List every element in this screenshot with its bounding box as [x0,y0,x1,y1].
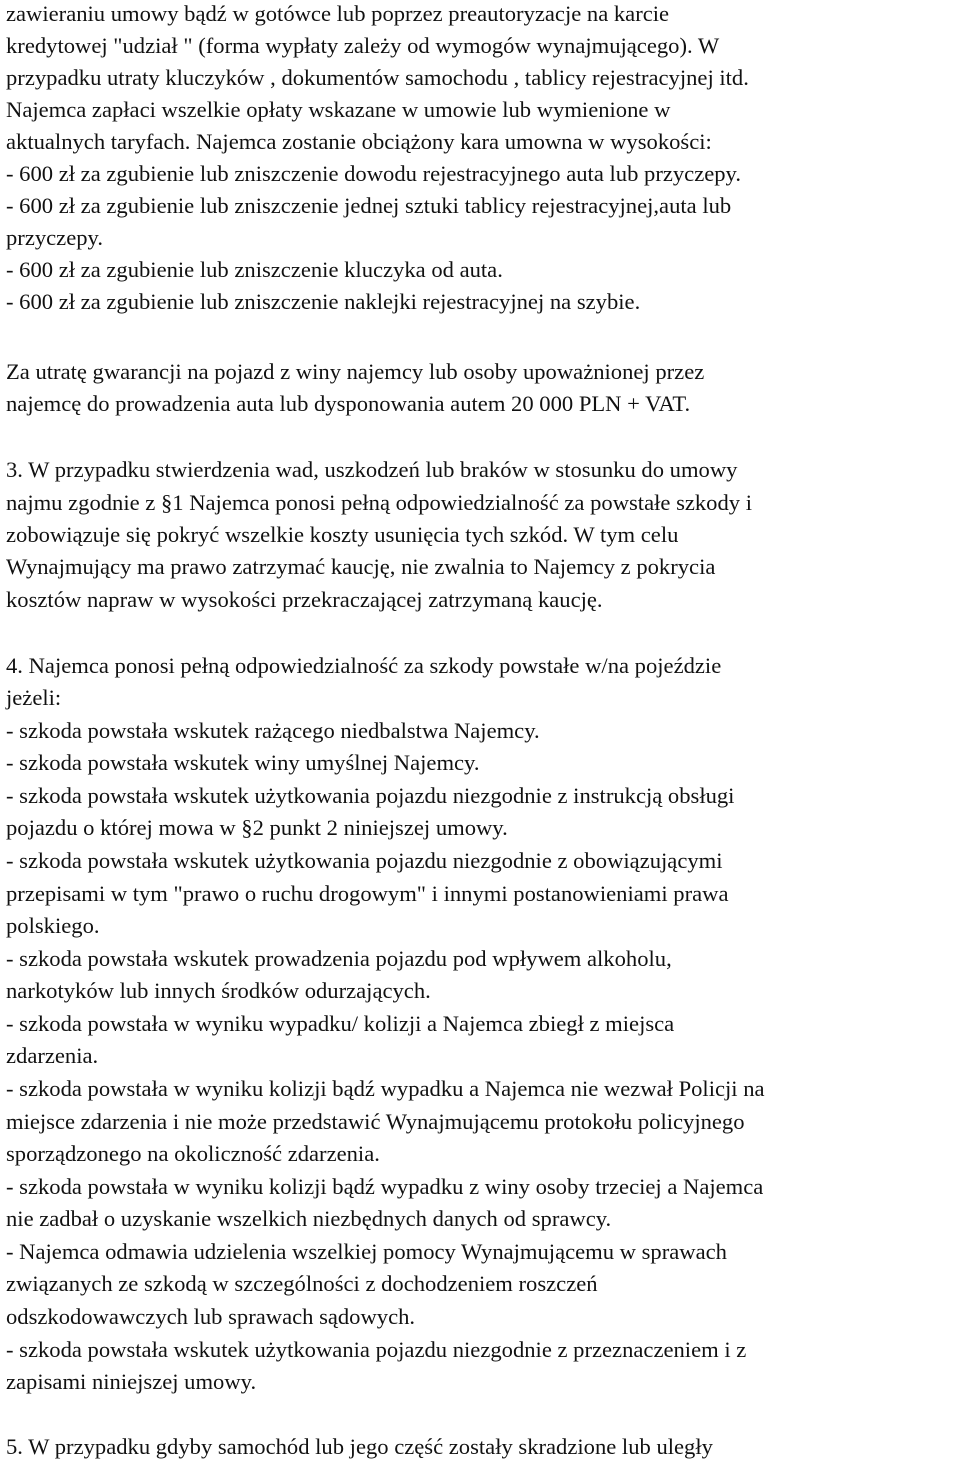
text-line: - szkoda powstała wskutek użytkowania pojazdu niezgodnie z przeznaczeniem i z [6,1337,747,1362]
text-line: Najemca zapłaci wszelkie opłaty wskazane w umowie lub wymienione w [6,97,671,122]
text-line: najemcę do prowadzenia auta lub dysponowania autem 20 000 PLN + VAT. [6,391,691,416]
text-line: Za utratę gwarancji na pojazd z winy najemcy lub osoby upoważnionej przez [6,359,705,384]
text-line: zapisami niniejszej umowy. [6,1369,257,1394]
text-line: zdarzenia. [6,1043,99,1068]
text-line: jeżeli: [6,685,62,710]
text-line: - szkoda powstała w wyniku kolizji bądź wypadku a Najemca nie wezwał Policji na [6,1076,765,1101]
text-line: - szkoda powstała wskutek użytkowania pojazdu niezgodnie z obowiązującymi [6,848,723,873]
text-line: - 600 zł za zgubienie lub zniszczenie naklejki rejestracyjnej na szybie. [6,289,641,314]
text-line: - szkoda powstała w wyniku kolizji bądź wypadku z winy osoby trzeciej a Najemca [6,1174,764,1199]
text-line: - 600 zł za zgubienie lub zniszczenie jednej sztuki tablicy rejestracyjnej,auta lub [6,193,732,218]
text-line: przyczepy. [6,225,104,250]
text-line: odszkodowawczych lub sprawach sądowych. [6,1304,416,1329]
text-line: przypadku utraty kluczyków , dokumentów samochodu , tablicy rejestracyjnej itd. [6,65,749,90]
text-line: 5. W przypadku gdyby samochód lub jego część zostały skradzione lub uległy [6,1434,713,1459]
text-line: 3. W przypadku stwierdzenia wad, uszkodzeń lub braków w stosunku do umowy [6,457,738,482]
text-line: - szkoda powstała wskutek winy umyślnej Najemcy. [6,750,480,775]
text-line: związanych ze szkodą w szczególności z dochodzeniem roszczeń [6,1271,598,1296]
text-line: - Najemca odmawia udzielenia wszelkiej pomocy Wynajmującemu w sprawach [6,1239,727,1264]
text-line: polskiego. [6,913,100,938]
text-line: nie zadbał o uzyskanie wszelkich niezbędnych danych od sprawcy. [6,1206,612,1231]
text-line: - szkoda powstała wskutek prowadzenia pojazdu pod wpływem alkoholu, [6,946,672,971]
text-line: - szkoda powstała wskutek rażącego niedbalstwa Najemcy. [6,718,540,743]
text-line: - 600 zł za zgubienie lub zniszczenie kluczyka od auta. [6,257,503,282]
text-line: Wynajmujący ma prawo zatrzymać kaucję, nie zwalnia to Najemcy z pokrycia [6,554,716,579]
text-line: zawieraniu umowy bądź w gotówce lub poprzez preautoryzacje na karcie [6,1,670,26]
text-line: najmu zgodnie z §1 Najemca ponosi pełną odpowiedzialność za powstałe szkody i [6,490,753,515]
text-line: sporządzonego na okoliczność zdarzenia. [6,1141,380,1166]
text-line: miejsce zdarzenia i nie może przedstawić Wynajmującemu protokołu policyjnego [6,1109,745,1134]
text-line: przepisami w tym "prawo o ruchu drogowym" i innymi postanowieniami prawa [6,881,729,906]
text-line: kredytowej "udział " (forma wypłaty zależy od wymogów wynajmującego). W [6,33,720,58]
text-line: zobowiązuje się pokryć wszelkie koszty usunięcia tych szkód. W tym celu [6,522,679,547]
text-line: 4. Najemca ponosi pełną odpowiedzialność za szkody powstałe w/na pojeździe [6,653,722,678]
text-line: narkotyków lub innych środków odurzających. [6,978,431,1003]
text-line: - szkoda powstała w wyniku wypadku/ kolizji a Najemca zbiegł z miejsca [6,1011,675,1036]
text-line: pojazdu o której mowa w §2 punkt 2 niniejszej umowy. [6,815,508,840]
text-line: kosztów napraw w wysokości przekraczającej zatrzymaną kaucję. [6,587,603,612]
text-line: - 600 zł za zgubienie lub zniszczenie dowodu rejestracyjnego auta lub przyczepy. [6,161,742,186]
text-line: aktualnych taryfach. Najemca zostanie obciążony kara umowna w wysokości: [6,129,712,154]
text-line: - szkoda powstała wskutek użytkowania pojazdu niezgodnie z instrukcją obsługi [6,783,735,808]
